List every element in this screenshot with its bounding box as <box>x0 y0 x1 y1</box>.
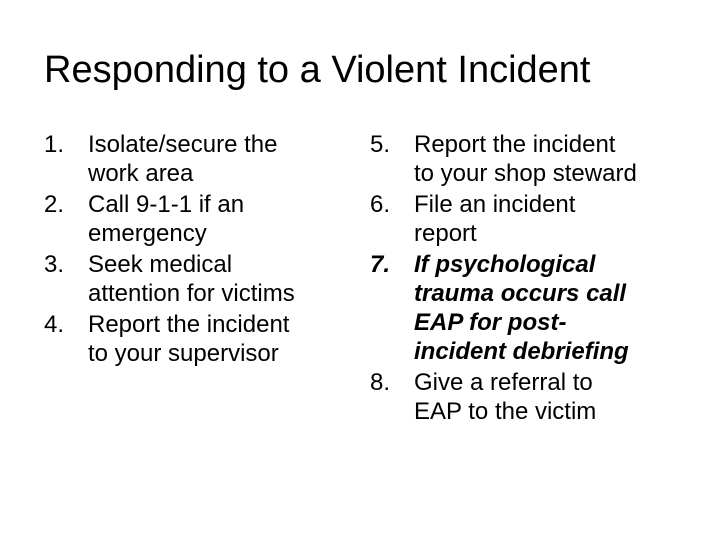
list-text <box>88 250 344 308</box>
list-number: 6. <box>370 191 391 218</box>
list-line: EAP for post- <box>414 309 567 336</box>
list-line: If psychological <box>414 251 596 278</box>
slide-title: Responding to a Violent Incident <box>44 49 591 91</box>
right-numbered-list <box>370 130 690 428</box>
list-line: Report the incident <box>88 311 290 338</box>
list-line: emergency <box>88 220 207 247</box>
list-line: attention for victims <box>88 280 295 307</box>
list-number: 7. <box>370 251 391 278</box>
list-item-4 <box>44 310 344 368</box>
list-text <box>414 190 690 248</box>
list-number: 1. <box>44 131 65 158</box>
list-line: report <box>414 220 477 247</box>
list-line: File an incident <box>414 191 576 218</box>
list-line: to your supervisor <box>88 340 279 367</box>
list-text <box>88 190 344 248</box>
list-item-3 <box>44 250 344 308</box>
list-text <box>414 368 690 426</box>
list-number: 8. <box>370 369 391 396</box>
list-item-6 <box>370 190 690 248</box>
list-line: work area <box>88 160 194 187</box>
list-text <box>88 310 344 368</box>
list-line: to your shop steward <box>414 160 637 187</box>
list-item-8 <box>370 368 690 426</box>
list-number: 2. <box>44 191 65 218</box>
list-line: incident debriefing <box>414 338 629 365</box>
list-line: EAP to the victim <box>414 398 597 425</box>
list-line: Seek medical <box>88 251 233 278</box>
list-text <box>88 130 344 188</box>
list-item-5 <box>370 130 690 188</box>
list-item-1 <box>44 130 344 188</box>
list-number: 3. <box>44 251 65 278</box>
list-line: Report the incident <box>414 131 616 158</box>
list-line: Call 9-1-1 if an <box>88 191 245 218</box>
list-line: Give a referral to <box>414 369 593 396</box>
list-number: 5. <box>370 131 391 158</box>
list-line: trauma occurs call <box>414 280 627 307</box>
list-text <box>414 130 690 188</box>
left-numbered-list <box>44 130 344 370</box>
list-item-7-emphasized <box>370 250 690 366</box>
list-text <box>414 250 690 366</box>
list-line: Isolate/secure the <box>88 131 278 158</box>
list-number: 4. <box>44 311 65 338</box>
list-item-2 <box>44 190 344 248</box>
